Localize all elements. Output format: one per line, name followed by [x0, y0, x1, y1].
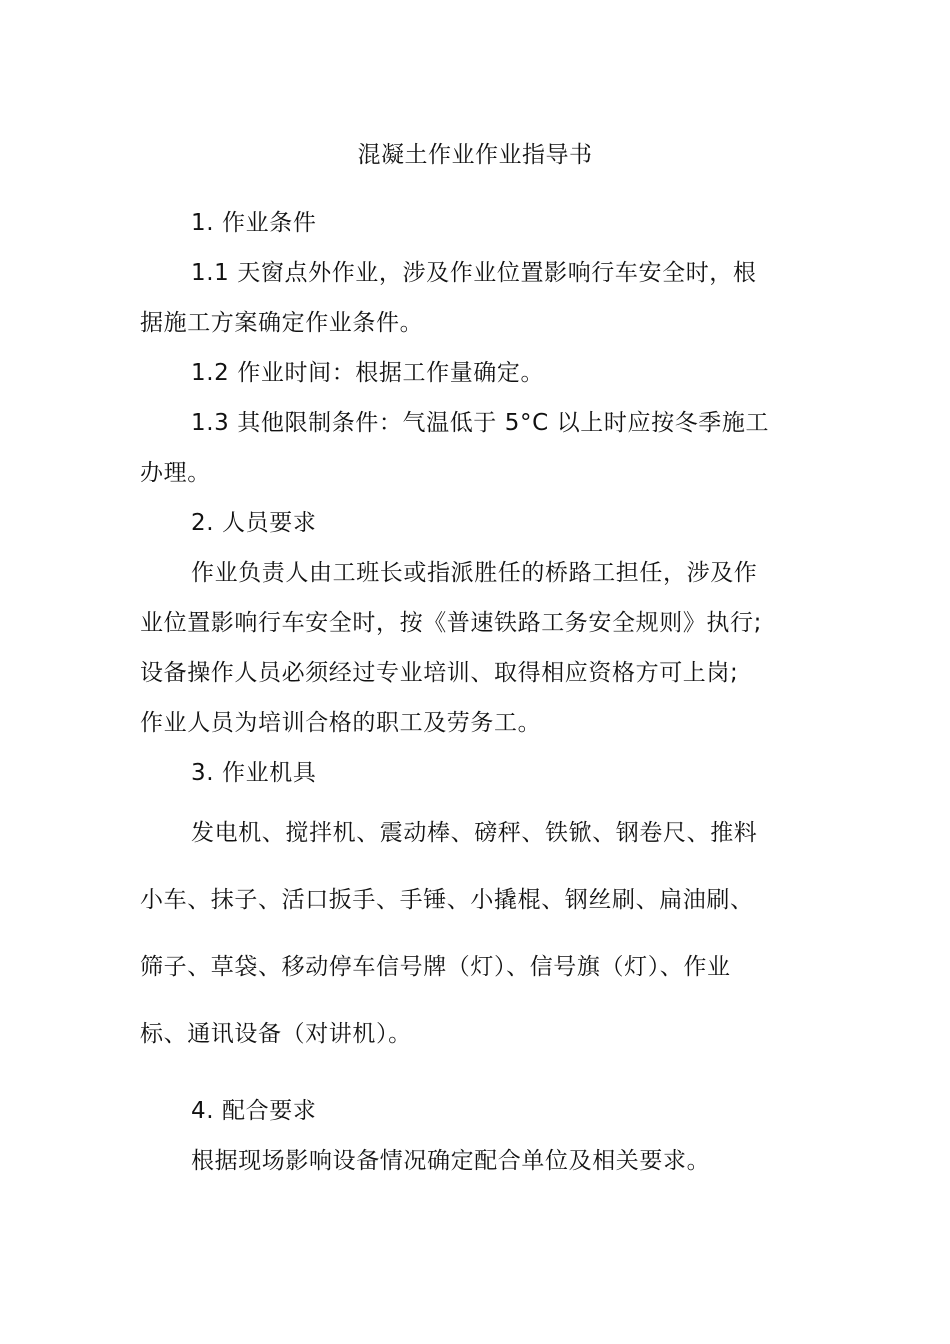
paragraph-line: 1.3 其他限制条件：气温低于 5°C 以上时应按冬季施工: [191, 410, 770, 436]
paragraph-line: 业位置影响行车安全时，按《普速铁路工务安全规则》执行;: [140, 610, 762, 636]
paragraph-line: 设备操作人员必须经过专业培训、取得相应资格方可上岗;: [140, 660, 739, 686]
heading-cooperation-requirements: 4. 配合要求: [191, 1098, 317, 1124]
heading-personnel-requirements: 2. 人员要求: [191, 510, 317, 536]
paragraph-line: 1.2 作业时间：根据工作量确定。: [191, 360, 545, 386]
paragraph-line: 小车、抹子、活口扳手、手锤、小撬棍、钢丝刷、扁油刷、: [140, 887, 754, 913]
paragraph-line: 据施工方案确定作业条件。: [140, 310, 424, 336]
paragraph-line: 筛子、草袋、移动停车信号牌（灯）、信号旗（灯）、作业: [140, 954, 731, 980]
paragraph-line: 发电机、搅拌机、震动棒、磅秤、铁锨、钢卷尺、推料: [191, 820, 758, 846]
paragraph-line: 作业人员为培训合格的职工及劳务工。: [140, 710, 542, 736]
paragraph-line: 1.1 天窗点外作业，涉及作业位置影响行车安全时，根: [191, 260, 757, 286]
paragraph-line: 根据现场影响设备情况确定配合单位及相关要求。: [191, 1148, 711, 1174]
document-title: 混凝土作业作业指导书: [357, 142, 593, 168]
heading-work-conditions: 1. 作业条件: [191, 210, 317, 236]
paragraph-line: 作业负责人由工班长或指派胜任的桥路工担任，涉及作: [191, 560, 758, 586]
paragraph-line: 办理。: [140, 460, 211, 486]
paragraph-line: 标、通讯设备（对讲机）。: [140, 1021, 412, 1047]
heading-work-tools: 3. 作业机具: [191, 760, 317, 786]
